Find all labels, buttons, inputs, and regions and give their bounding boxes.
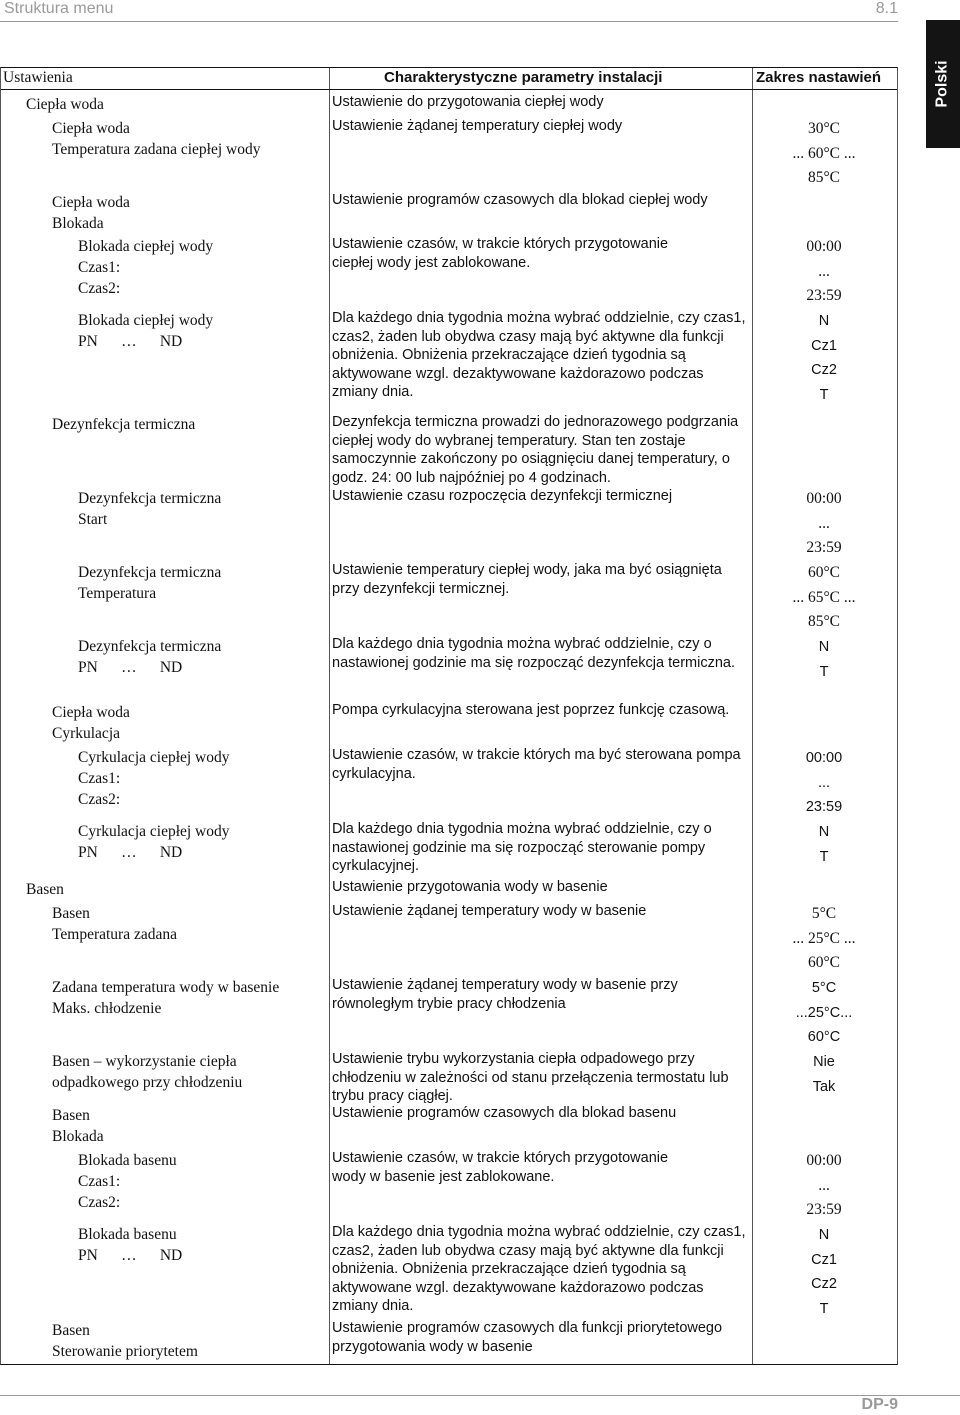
setting-label: Ciepła woda [26,96,104,113]
setting-description: Ustawienie żądanej temperatury wody w basenie [332,903,647,919]
language-tab [926,20,960,148]
setting-range: N T [818,639,830,680]
setting-range: 00:00 ... 23:59 [805,750,843,815]
setting-label: Blokada ciepłej wody PN … ND [78,312,214,350]
setting-description: Dla każdego dnia tygodnia można wybrać oddzielnie, czy czas1, czas2, żaden lub obydwa czasy mają być aktywne dla funkcji obniżenia. Obniżenia przekraczające dzień tygodnia są aktywowane wzgl. dezaktywowane każdorazowo podczas zmiany dnia. [332,310,746,400]
setting-range: N Cz1 Cz2 T [811,1227,837,1317]
setting-description: Ustawienie temperatury ciepłej wody, jaka ma być osiągnięta przy dezynfekcji termicznej. [332,562,722,597]
setting-label: Cyrkulacja ciepłej wody Czas1: Czas2: [78,749,230,808]
setting-label: Zadana temperatura wody w basenie Maks. chłodzenie [52,979,280,1017]
header-settings: Ustawienia [3,69,73,86]
setting-description: Ustawienie programów czasowych dla funkcji priorytetowego przygotowania wody w basenie [332,1320,723,1355]
header-range: Zakres nastawień [756,69,882,86]
page-number: DP-9 [861,1396,898,1413]
setting-label: Ciepła woda Blokada [52,194,130,232]
section-number: 8.1 [875,0,898,17]
setting-description: Ustawienie czasów, w trakcie których przygotowanie wody w basenie jest zablokowane. [332,1150,669,1185]
header-parameters: Charakterystyczne parametry instalacji [384,69,663,86]
header-rule [0,21,898,22]
setting-range: 00:00 ... 23:59 [806,490,842,556]
column-divider [752,68,753,1364]
setting-label: Dezynfekcja termiczna PN … ND [78,638,222,676]
setting-range: 5°C ...25°C... 60°C [795,980,853,1045]
footer-rule [0,1395,960,1396]
setting-description: Ustawienie programów czasowych dla blokad ciepłej wody [332,192,708,208]
setting-label: Basen Temperatura zadana [52,905,177,943]
setting-description: Ustawienie programów czasowych dla blokad basenu [332,1105,677,1121]
setting-description: Dla każdego dnia tygodnia można wybrać oddzielnie, czy o nastawionej godzinie ma się rozpocząć dezynfekcja termiczna. [332,636,735,671]
setting-description: Dla każdego dnia tygodnia można wybrać oddzielnie, czy czas1, czas2, żaden lub obydwa czasy mają być aktywne dla funkcji obniżenia. Obniżenia przekraczające dzień tygodnia są aktywowane wzgl. dezaktywowane każdorazowo podczas zmiany dnia. [332,1224,746,1314]
setting-label: Dezynfekcja termiczna Temperatura [78,564,222,602]
settings-table [0,67,898,1365]
setting-label: Blokada basenu Czas1: Czas2: [78,1152,177,1211]
setting-description: Dezynfekcja termiczna prowadzi do jednorazowego podgrzania ciepłej wody do wybranej temperatury. Stan ten zostaje samoczynnie zakończony po osiągnięciu danej temperatury, o godz. 24: 00 lub najpóźniej po 4 godzinach. [332,414,739,486]
setting-range: N Cz1 Cz2 T [811,313,837,403]
setting-range: 30°C ... 60°C ... 85°C [792,120,856,186]
language-tab-label: Polski [934,60,952,108]
setting-label: Dezynfekcja termiczna [52,416,196,433]
setting-description: Ustawienie żądanej temperatury ciepłej wody [332,118,623,134]
setting-label: Basen – wykorzystanie ciepła odpadkowego przy chłodzeniu [52,1053,243,1091]
setting-description: Ustawienie czasów, w trakcie których ma być sterowana pompa cyrkulacyjna. [332,747,741,782]
setting-description: Ustawienie trybu wykorzystania ciepła odpadowego przy chłodzeniu w zależności od stanu przełączenia termostatu lub trybu pracy ciągłej. [332,1051,729,1104]
setting-label: Dezynfekcja termiczna Start [78,490,222,528]
setting-label: Cyrkulacja ciepłej wody PN … ND [78,823,230,861]
setting-range: 5°C ... 25°C ... 60°C [792,905,856,971]
setting-label: Basen Sterowanie priorytetem [52,1322,198,1360]
setting-description: Ustawienie przygotowania wody w basenie [332,879,608,895]
setting-description: Pompa cyrkulacyjna sterowana jest poprzez funkcję czasową. [332,702,730,718]
setting-label: Ciepła woda Temperatura zadana ciepłej wody [52,120,261,158]
section-title: Struktura menu [4,0,114,17]
setting-range: 00:00 ... 23:59 [806,1152,842,1218]
setting-description: Ustawienie żądanej temperatury wody w basenie przy równoległym trybie pracy chłodzenia [332,977,678,1012]
setting-label: Blokada ciepłej wody Czas1: Czas2: [78,238,214,297]
setting-description: Ustawienie czasów, w trakcie których przygotowanie ciepłej wody jest zablokowane. [332,236,669,271]
setting-description: Dla każdego dnia tygodnia można wybrać oddzielnie, czy o nastawionej godzinie ma się rozpocząć sterowanie pompy cyrkulacyjnej. [332,821,712,874]
setting-description: Ustawienie czasu rozpoczęcia dezynfekcji termicznej [332,488,673,504]
setting-label: Blokada basenu PN … ND [78,1226,183,1264]
setting-description: Ustawienie do przygotowania ciepłej wody [332,94,604,110]
setting-label: Basen Blokada [52,1107,104,1145]
setting-label: Ciepła woda Cyrkulacja [52,704,130,742]
setting-label: Basen [26,881,64,898]
setting-range: 60°C ... 65°C ... 85°C [792,564,856,630]
column-divider [329,68,330,1364]
header-divider [1,89,897,90]
setting-range: N T [818,824,830,865]
setting-range: 00:00 ... 23:59 [806,238,842,304]
setting-range: Nie Tak [812,1054,836,1095]
